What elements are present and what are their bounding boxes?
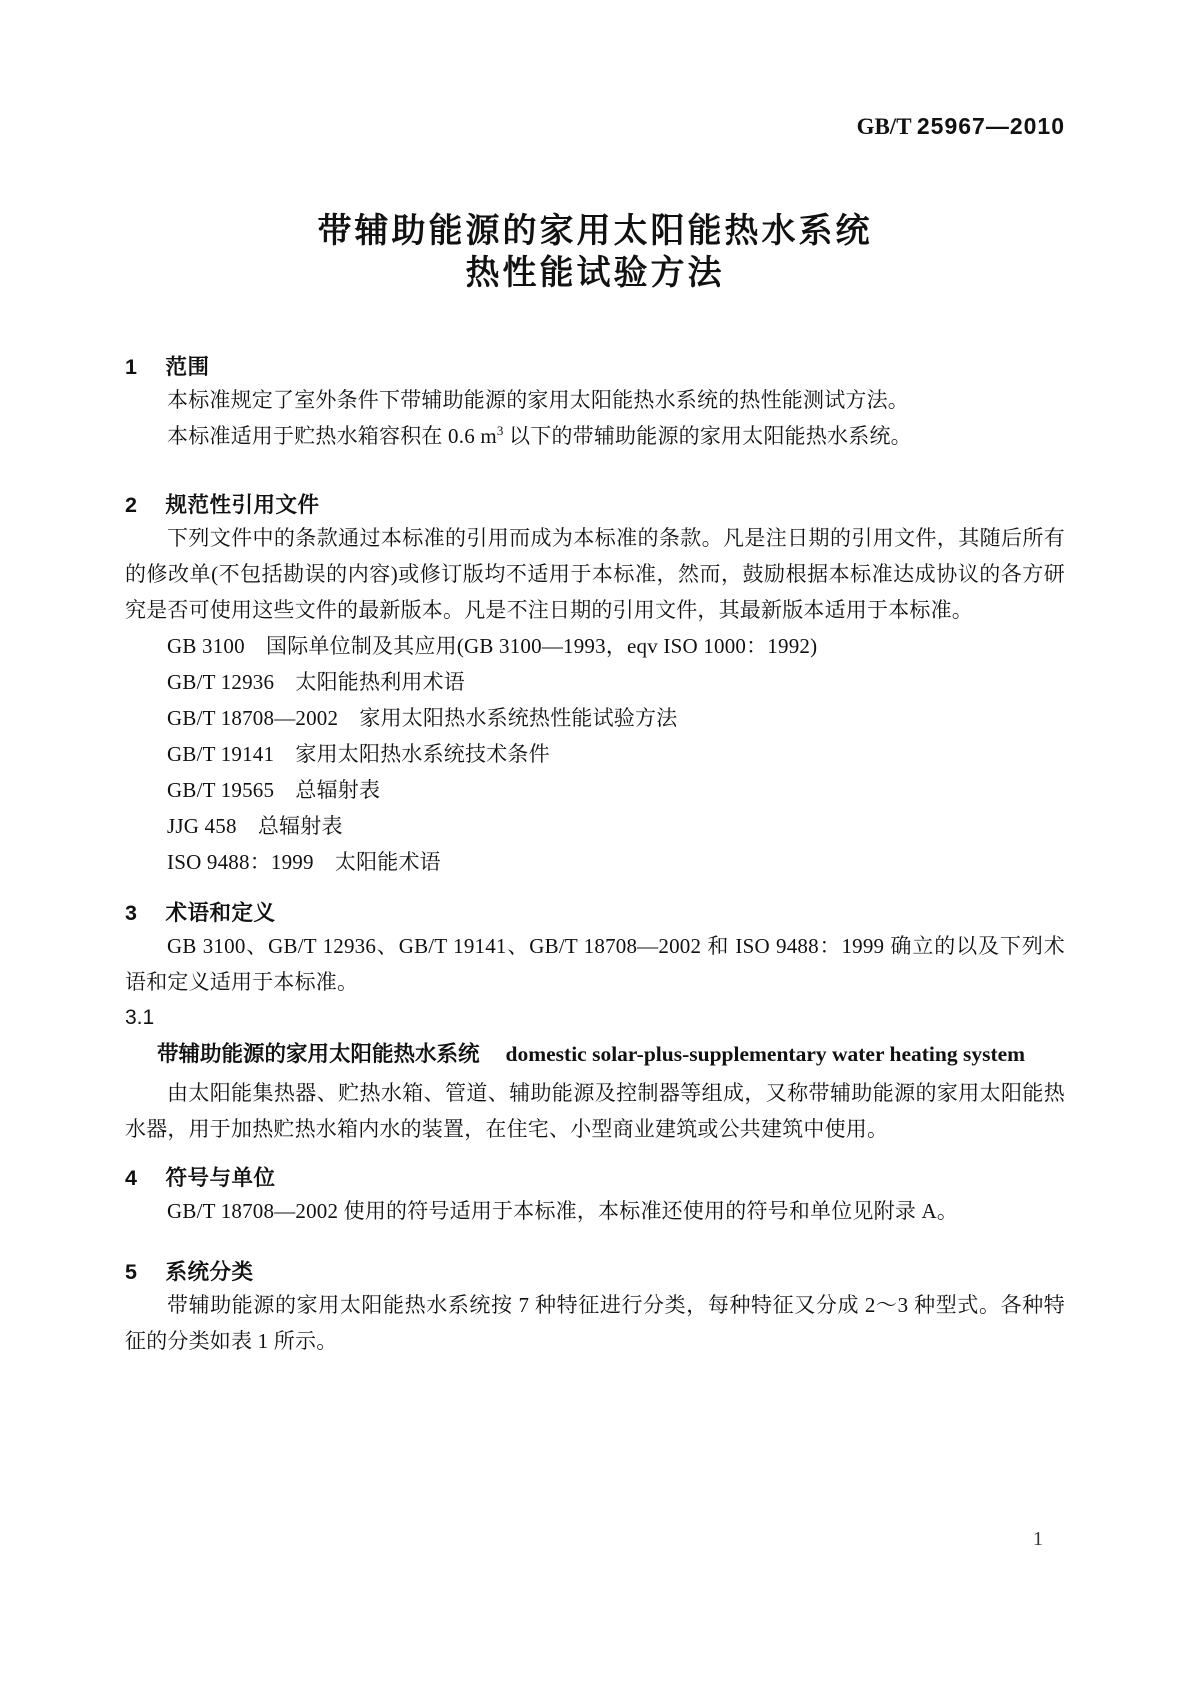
section-5-number: 5 — [125, 1260, 138, 1284]
section-2-title: 规范性引用文件 — [165, 493, 320, 517]
document-title — [125, 210, 1065, 294]
reference-item: JJG 458 总辐射表 — [167, 814, 343, 838]
section-2-heading — [125, 490, 1065, 520]
page-content — [125, 0, 1065, 1359]
term-chinese: 带辅助能源的家用太阳能热水系统 — [157, 1042, 480, 1066]
section-1-number: 1 — [125, 355, 138, 379]
reference-item: GB/T 18708—2002 家用太阳热水系统热性能试验方法 — [167, 706, 678, 730]
section-3-intro: GB 3100、GB/T 12936、GB/T 19141、GB/T 18708—2002 和 ISO 9488：1999 确立的以及下列术语和定义适用于本标准。 — [125, 934, 1065, 994]
page-number: 1 — [1033, 1528, 1043, 1550]
reference-item: GB/T 19565 总辐射表 — [167, 778, 381, 802]
title-line-2: 热性能试验方法 — [465, 254, 725, 292]
section-3-number: 3 — [125, 901, 138, 925]
reference-item: GB/T 19141 家用太阳热水系统技术条件 — [167, 742, 550, 766]
reference-item: ISO 9488：1999 太阳能术语 — [167, 850, 441, 874]
reference-item: GB 3100 国际单位制及其应用(GB 3100—1993，eqv ISO 1000：1992) — [167, 634, 818, 658]
standard-code-number: 25967—2010 — [916, 113, 1065, 139]
section-1-heading — [125, 352, 1065, 382]
section-5-paragraph: 带辅助能源的家用太阳能热水系统按 7 种特征进行分类，每种特征又分成 2～3 种型式。各种特征的分类如表 1 所示。 — [125, 1293, 1065, 1353]
section-2-intro: 下列文件中的条款通过本标准的引用而成为本标准的条款。凡是注日期的引用文件，其随后所有的修改单(不包括勘误的内容)或修订版均不适用于本标准，然而，鼓励根据本标准达成协议的各方研究是否可使用这些文件的最新版本。凡是不注日期的引用文件，其最新版本适用于本标准。 — [125, 526, 1065, 622]
standard-code — [125, 112, 1065, 144]
section-1-paragraph-1: 本标准规定了室外条件下带辅助能源的家用太阳能热水系统的热性能测试方法。 — [167, 388, 909, 412]
section-5-heading — [125, 1257, 1065, 1287]
reference-item: GB/T 12936 太阳能热利用术语 — [167, 670, 466, 694]
section-4-paragraph: GB/T 18708—2002 使用的符号适用于本标准，本标准还使用的符号和单位见附录 A。 — [167, 1199, 959, 1223]
standard-code-prefix: GB/T — [856, 114, 917, 139]
section-5-title: 系统分类 — [165, 1260, 254, 1284]
section-4-number: 4 — [125, 1166, 138, 1190]
cubic-meter-superscript: 3 — [496, 423, 504, 438]
term-definition-text: 由太阳能集热器、贮热水箱、管道、辅助能源及控制器等组成，又称带辅助能源的家用太阳能热水器，用于加热贮热水箱内水的装置，在住宅、小型商业建筑或公共建筑中使用。 — [125, 1081, 1065, 1141]
section-4-title: 符号与单位 — [165, 1166, 276, 1190]
section-3-heading — [125, 898, 1065, 928]
term-definition-line — [125, 1036, 1065, 1075]
term-english: domestic solar-plus-supplementary water heating system — [505, 1042, 1026, 1066]
section-1-title: 范围 — [165, 355, 210, 379]
clause-3-1-number: 3.1 — [125, 1006, 155, 1029]
title-line-1: 带辅助能源的家用太阳能热水系统 — [317, 212, 873, 250]
section-4-heading — [125, 1163, 1065, 1193]
section-1-paragraph-2 — [125, 418, 1065, 454]
scope-text-after-unit: 以下的带辅助能源的家用太阳能热水系统。 — [503, 424, 912, 448]
section-3-title: 术语和定义 — [165, 901, 276, 925]
section-2-number: 2 — [125, 493, 138, 517]
scope-text-before-unit: 本标准适用于贮热水箱容积在 0.6 m — [167, 424, 497, 448]
